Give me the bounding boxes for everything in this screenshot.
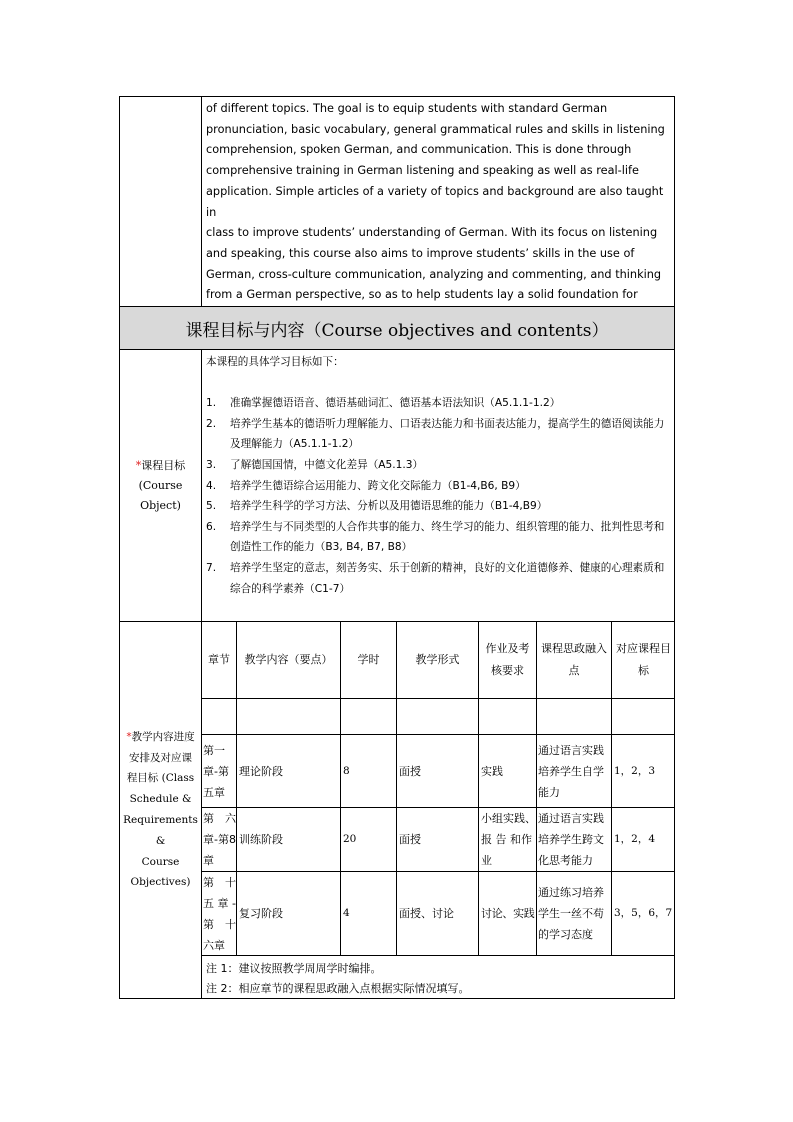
- description-line: pronunciation, basic vocabulary, general grammatical rules and skills in listening: [206, 122, 665, 136]
- objective-number: 1.: [206, 397, 217, 410]
- header-hours: 学时: [357, 653, 380, 666]
- description-line: class to improve students’ understanding of German. With its focus on listening: [206, 226, 658, 240]
- objectives-label: [120, 350, 201, 621]
- objective-item: [206, 414, 675, 455]
- objective-item: [206, 455, 675, 476]
- objective-number: 2.: [206, 417, 217, 430]
- row3-objectives: 3，5，6，7: [614, 907, 673, 919]
- objective-item: [206, 476, 675, 497]
- row1-objectives: 1，2，3: [614, 764, 656, 777]
- objectives-label-zh: 课程目标: [141, 458, 186, 472]
- row2-content: 训练阶段: [239, 833, 283, 846]
- objective-item: [206, 496, 675, 517]
- description-line: comprehension, spoken German, and communication. This is done through: [206, 143, 632, 157]
- rule-header-bottom: [201, 698, 675, 699]
- row1-ideology: 通过语言实践培养学生自学能力: [538, 743, 604, 799]
- schedule-label-line: 教学内容进度: [131, 730, 195, 743]
- row1-assignment: 实践: [481, 764, 503, 778]
- header-form: 教学形式: [415, 653, 460, 666]
- row3-assignment: 讨论、实践: [481, 907, 535, 920]
- row3-content: 复习阶段: [239, 907, 283, 920]
- note-line: 注 2：相应章节的课程思政融入点根据实际情况填写。: [206, 982, 470, 995]
- objective-item: [206, 517, 675, 558]
- row2-ideology: 通过语言实践培养学生跨文化思考能力: [538, 812, 604, 867]
- objective-text: 培养学生基本的德语听力理解能力、口语表达能力和书面表达能力，提高学生的德语阅读能力及理解能力（A5.1.1-1.2）: [230, 417, 665, 451]
- objective-item: [206, 393, 675, 414]
- section-heading-text: 课程目标与内容（Course objectives and contents）: [185, 320, 609, 341]
- objective-number: 4.: [206, 479, 217, 492]
- row1-form: 面授: [399, 764, 421, 778]
- row2-form: 面授: [399, 833, 421, 846]
- objective-text: 培养学生科学的学习方法、分析以及用德语思维的能力（B1-4,B9）: [230, 500, 548, 513]
- objectives-content: [202, 350, 675, 621]
- row3-form: 面授、讨论: [399, 907, 454, 920]
- schedule-notes: [202, 956, 675, 998]
- schedule-label-line: Requirements &: [123, 814, 198, 847]
- row3-chapter: 第 十五章-第 十六章: [203, 875, 236, 952]
- description-line: from a German perspective, so as to help students lay a solid foundation for: [206, 288, 638, 302]
- description-line: and speaking, this course also aims to improve students’ skills in the use of: [206, 246, 635, 260]
- note-line: 注 1：建议按照教学周周学时编排。: [206, 962, 382, 975]
- header-assignment: 作业及考核要求: [485, 642, 530, 677]
- schedule-label-line: Course: [141, 855, 180, 868]
- row2-chapter: 第 六章-第8章: [203, 812, 236, 867]
- objective-number: 3.: [206, 458, 217, 471]
- row1-chapter: 第一章-第五章: [203, 743, 229, 799]
- objective-text: 培养学生与不同类型的人合作共事的能力、终生学习的能力、组织管理的能力、批判性思考和创造性工作的能力（B3, B4, B7, B8）: [230, 520, 665, 554]
- header-content: 教学内容（要点）: [244, 653, 333, 666]
- description-line: German, cross-culture communication, analyzing and commenting, and thinking: [206, 267, 662, 281]
- row1-content: 理论阶段: [239, 764, 283, 778]
- objective-text: 了解德国国情，中德文化差异（A5.1.3）: [230, 458, 424, 471]
- header-ideology: 课程思政融入点: [541, 642, 607, 677]
- objective-text: 培养学生德语综合运用能力、跨文化交际能力（B1-4,B6, B9）: [230, 479, 526, 492]
- schedule-label-line: Objectives): [130, 876, 191, 889]
- row2-assignment: 小组实践、报 告 和作业: [481, 812, 536, 867]
- row2-hours: 20: [343, 833, 357, 845]
- description-line: application. Simple articles of a variety of topics and background are also taught in: [206, 184, 664, 219]
- objectives-intro: 本课程的具体学习目标如下：: [206, 356, 344, 368]
- description-line: comprehensive training in German listening and speaking as well as real-life: [206, 164, 639, 178]
- row3-ideology: 通过练习培养学生一丝不苟的学习态度: [538, 886, 604, 941]
- section-heading: [120, 307, 674, 349]
- row1-hours: 8: [343, 764, 350, 777]
- header-objectives: 对应课程目标: [616, 642, 671, 677]
- objective-text: 准确掌握德语语音、德语基础词汇、德语基本语法知识（A5.1.1-1.2）: [230, 397, 561, 410]
- required-star: *: [135, 458, 142, 472]
- course-description: [202, 96, 675, 306]
- schedule-label-line: Schedule &: [129, 793, 192, 806]
- objective-text: 培养学生坚定的意志，刻苦务实、乐于创新的精神，良好的文化道德修养、健康的心理素质和综合的科学素养（C1-7）: [230, 561, 665, 595]
- schedule-label-line: 程目标 (Class: [126, 772, 195, 785]
- schedule-label-line: 安排及对应课: [129, 751, 192, 764]
- objectives-label-en: (Course Object): [138, 478, 183, 512]
- description-line: of different topics. The goal is to equip students with standard German: [206, 102, 608, 115]
- header-chapter: 章节: [208, 653, 230, 666]
- row2-objectives: 1，2，4: [614, 833, 656, 845]
- objective-item: [206, 558, 675, 599]
- row3-hours: 4: [343, 907, 350, 919]
- objective-number: 7.: [206, 561, 217, 574]
- required-star: *: [126, 730, 132, 743]
- objective-number: 5.: [206, 500, 217, 513]
- schedule-label: [120, 622, 201, 998]
- objective-number: 6.: [206, 520, 217, 533]
